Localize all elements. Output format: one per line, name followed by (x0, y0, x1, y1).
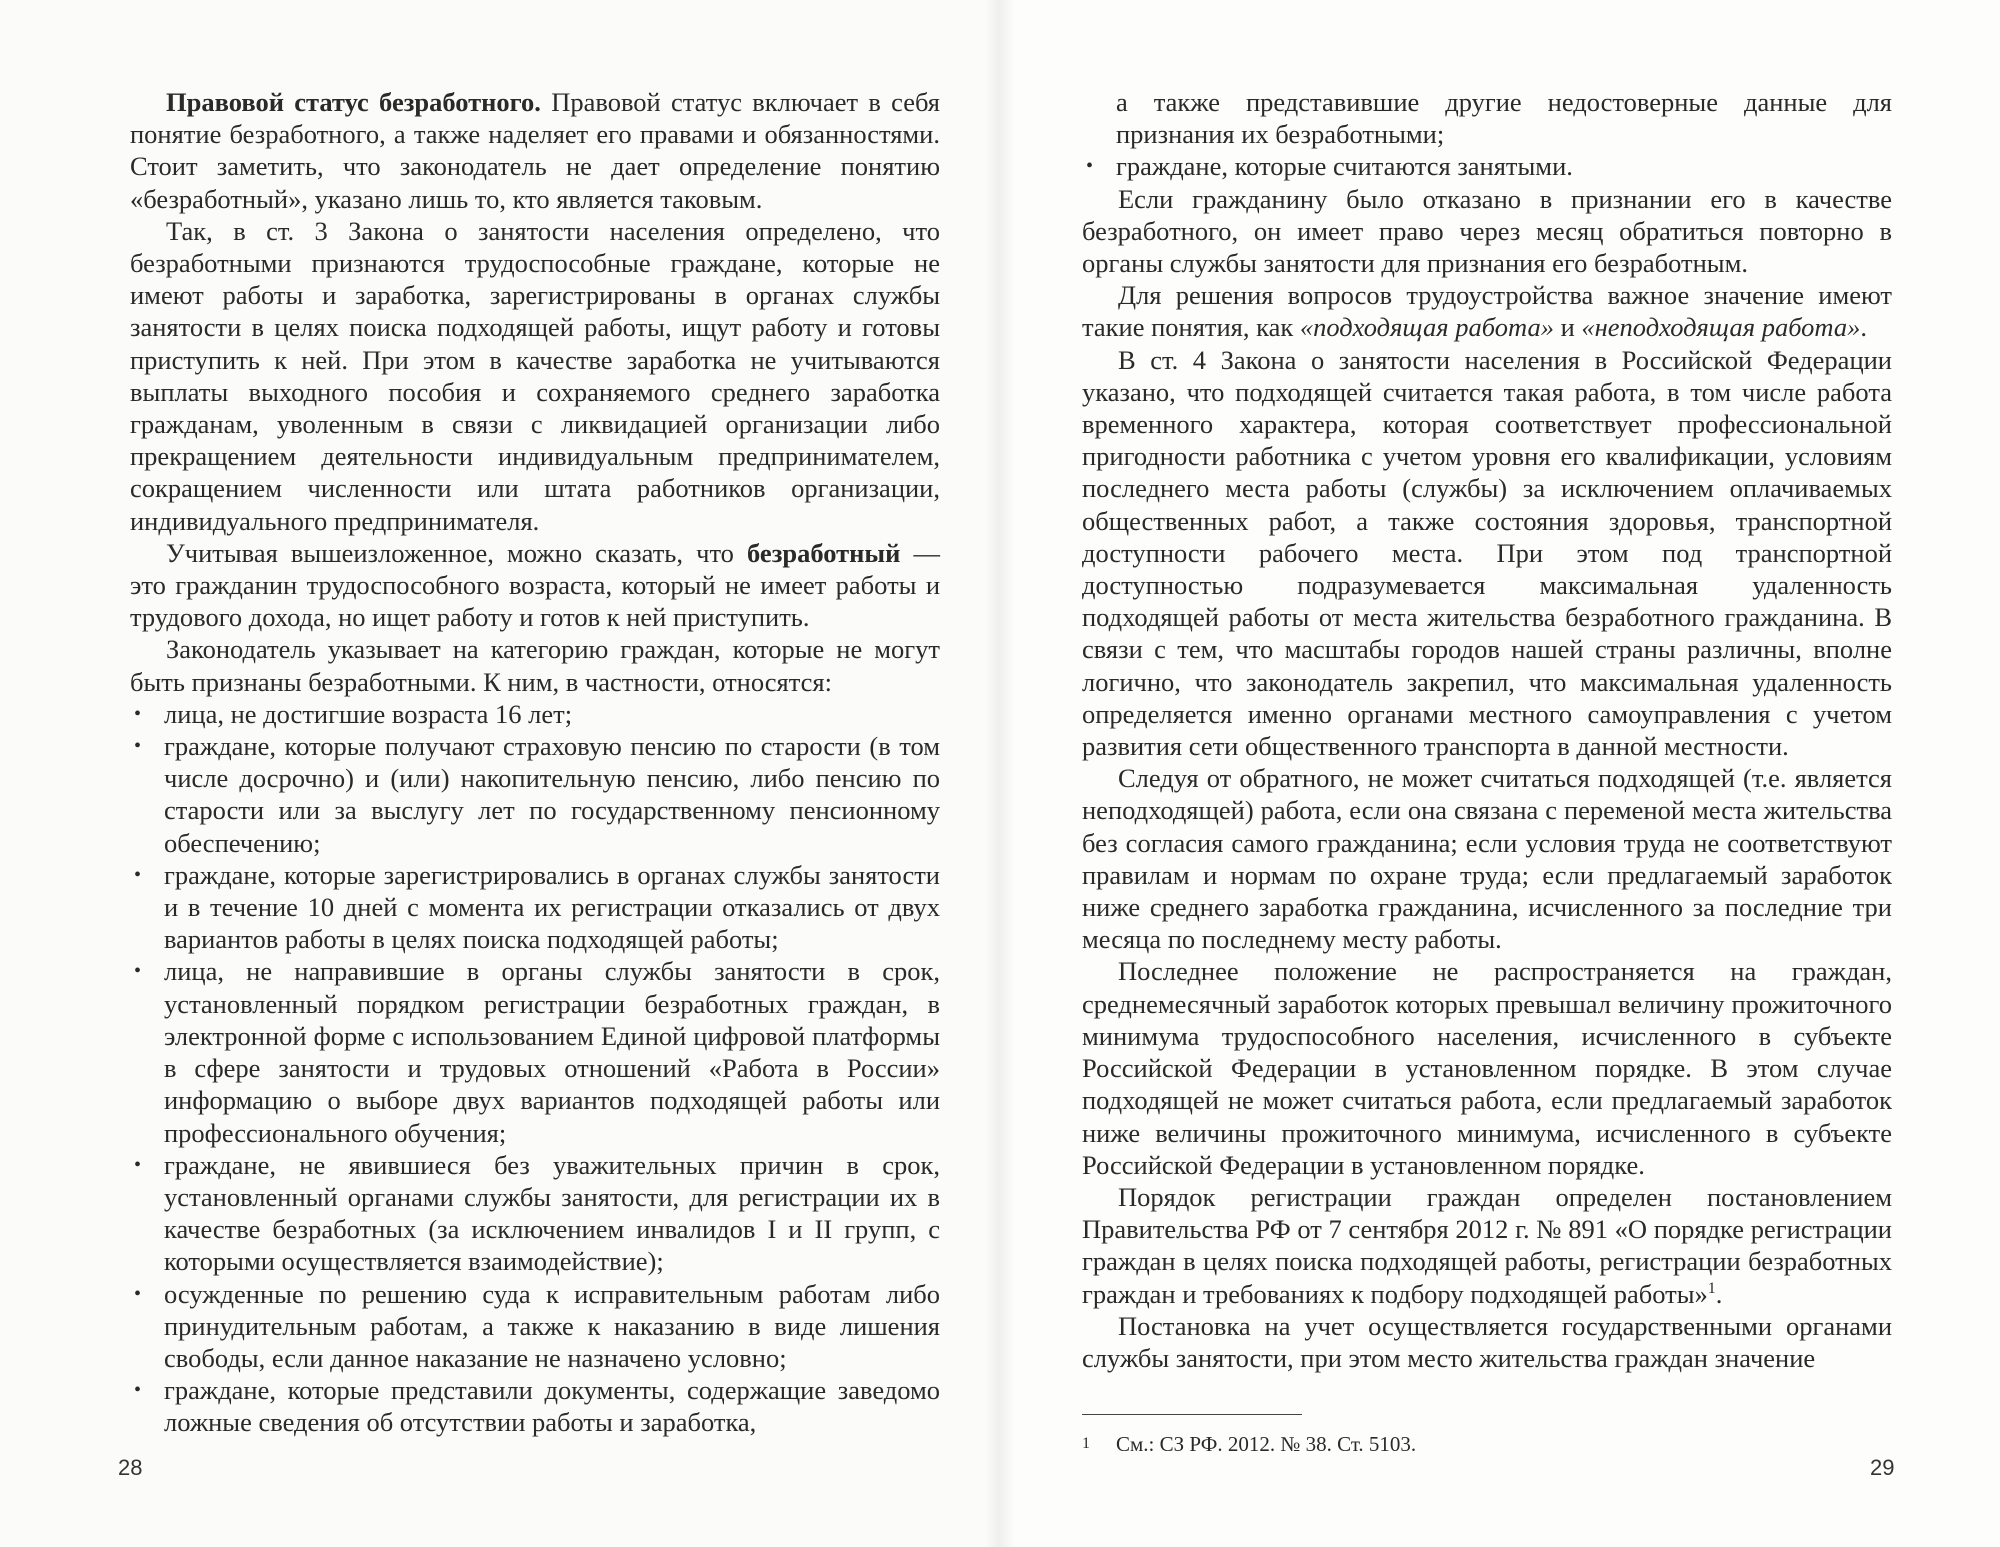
paragraph: Если гражданину было отказано в признании его в качестве безработного, он имеет право через месяц обратиться повторно в органы службы занятости для признания его безработным. (1082, 183, 1892, 279)
bullet-list (130, 698, 940, 1439)
page-number: 28 (118, 1455, 143, 1480)
page-number: 29 (1870, 1455, 1895, 1480)
list-item (130, 859, 940, 956)
list-item-text: граждане, которые зарегистрировались в органах службы занятости и в течение 10 дней с момента их регистрации отказались от двух вариантов работы в целях поиска подходящей работы; (164, 859, 940, 955)
bullet-icon: • (134, 1379, 142, 1402)
bullet-icon: • (134, 863, 142, 886)
footnote-ref: 1 (1707, 1279, 1716, 1297)
paragraph-text: и (1553, 312, 1582, 343)
term-italic: «неподходящая работа» (1581, 312, 1861, 343)
continuation-text: а также представившие другие недостоверные данные для признания их безработными; (1116, 87, 1892, 150)
bullet-list (1082, 150, 1892, 182)
list-item (130, 730, 940, 859)
paragraph: В ст. 4 Закона о занятости населения в Российской Федерации указано, что подходящей считается такая работа, в том числе работа временного характера, которая соответствует профессиональной пригодности работника с учетом уровня его квалификации, условиям последнего места работы (службы) за исключением оплачиваемых общественных работ, а также состояния здоровья, транспортной доступности рабочего места. При этом под транспортной доступностью подразумевается максимальная удаленность подходящей работы от места жительства безработного гражданина. В связи с тем, что масштабы городов нашей страны различны, вполне логично, что законодатель закрепил, что максимальная удаленность определяется именно органами местного самоуправления с учетом развития сети общественного транспорта в данной местности. (1082, 344, 1892, 762)
footnote-divider (1082, 1414, 1302, 1415)
list-item-text: граждане, которые считаются занятыми. (1116, 151, 1573, 182)
bullet-icon: • (134, 735, 142, 758)
bullet-icon: • (134, 702, 142, 725)
footnote (1082, 1431, 1892, 1457)
list-item (130, 955, 940, 1148)
paragraph-text: Для решения вопросов трудоустройства важное значение имеют такие понятия, как (1082, 280, 1892, 343)
footnote-text: См.: СЗ РФ. 2012. № 38. Ст. 5103. (1116, 1432, 1417, 1457)
paragraph: Так, в ст. 3 Закона о занятости населения определено, что безработными признаются трудоспособные граждане, которые не имеют работы и заработка, зарегистрированы в органах службы занятости в целях поиска подходящей работы, ищут работу и готовы приступить к ней. При этом в качестве заработка не учитываются выплаты выходного пособия и сохраняемого среднего заработка гражданам, уволенным в связи с ликвидацией организации либо прекращением деятельности индивидуальным предпринимателем, сокращением численности или штата работников организации, индивидуального предпринимателя. (130, 215, 940, 536)
paragraph-text: Порядок регистрации граждан определен постановлением Правительства РФ от 7 сентября 2012 г. № 891 «О порядке регистрации граждан в целях поиска подходящей работы, регистрации безработных граждан и требованиях к подбору подходящей работы» (1082, 1181, 1892, 1309)
bullet-icon: • (134, 960, 142, 983)
list-item (130, 1278, 940, 1375)
paragraph-text: Учитывая вышеизложенное, можно сказать, что (166, 537, 748, 568)
right-text-column (1082, 86, 1892, 1457)
list-item-text: осужденные по решению суда к исправительным работам либо принудительным работам, а также к наказанию в виде лишения свободы, если данное наказание не назначено условно; (164, 1278, 940, 1373)
paragraph-text: Правовой статус включает в себя понятие безработного, а также наделяет его правами и обязанностями. Стоит заметить, что законодатель не дает определение понятию «безработный», указано лишь то, кто является таковым. (130, 87, 940, 214)
bullet-icon: • (134, 1153, 142, 1176)
paragraph: Постановка на учет осуществляется государственными органами службы занятости, при этом место жительства граждан значение (1082, 1310, 1892, 1373)
paragraph: Следуя от обратного, не может считаться подходящей (т.е. является неподходящей) работа, если она связана с переменой места жительства без согласия самого гражданина; если условия труда не соответствуют правилам и нормам по охране труда; если предлагаемый заработок ниже среднего заработка гражданина, исчисленного за последние три месяца по последнему месту работы. (1082, 763, 1892, 955)
term-italic: «подходящая работа» (1299, 312, 1554, 343)
list-item-text: граждане, не явившиеся без уважительных причин в срок, установленный органами службы занятости, для регистрации их в качестве безработных (за исключением инвалидов I и II групп, с которыми осуществляется взаимодействие); (164, 1149, 940, 1277)
section-heading: Правовой статус безработного. (166, 87, 541, 117)
paragraph-text: . (1715, 1278, 1723, 1309)
list-item (1082, 150, 1892, 182)
footnote-number: 1 (1082, 1435, 1090, 1453)
list-item (130, 698, 940, 730)
paragraph: Последнее положение не распространяется на граждан, среднемесячный заработок которых превышал величину прожиточного минимума трудоспособного населения, исчисленного в субъекте Российской Федерации в установленном порядке. В этом случае подходящей не может считаться работа, если предлагаемый заработок ниже величины прожиточного минимума, исчисленного в субъекте Российской Федерации в установленном порядке. (1082, 956, 1892, 1180)
list-item-text: граждане, которые получают страховую пенсию по старости (в том числе досрочно) и (или) накопительную пенсию, либо пенсию по старости или за выслугу лет по государственному пенсионному обеспечению; (164, 731, 940, 858)
paragraph (130, 86, 940, 215)
list-item-text: лица, не направившие в органы службы занятости в срок, установленный порядком регистрации безработных граждан, в электронной форме с использованием Единой цифровой платформы в сфере занятости и трудовых отношений «Работа в России» информацию о выборе двух вариантов подходящей работы или профессионального обучения; (164, 956, 940, 1148)
paragraph (1082, 279, 1892, 343)
paragraph-text: . (1860, 312, 1868, 343)
paragraph-text: — это гражданин трудоспособного возраста, который не имеет работы и трудового дохода, но ищет работу и готов к ней приступить. (130, 537, 940, 633)
paragraph: Законодатель указывает на категорию граждан, которые не могут быть признаны безработными. К ним, в частности, относятся: (130, 634, 940, 697)
bullet-icon: • (1086, 155, 1094, 178)
list-item-text: лица, не достигшие возраста 16 лет; (164, 698, 573, 729)
right-page (1000, 0, 2000, 1547)
bullet-icon: • (134, 1282, 142, 1305)
list-item (130, 1374, 940, 1438)
list-item-text: граждане, которые представили документы, содержащие заведомо ложные сведения об отсутствии работы и заработка, (164, 1375, 940, 1438)
paragraph (1082, 1181, 1892, 1310)
left-text-column (130, 86, 940, 1439)
term-bold: безработный (747, 537, 901, 568)
paragraph (130, 537, 940, 634)
list-item (130, 1149, 940, 1278)
book-gutter (985, 0, 1015, 1547)
